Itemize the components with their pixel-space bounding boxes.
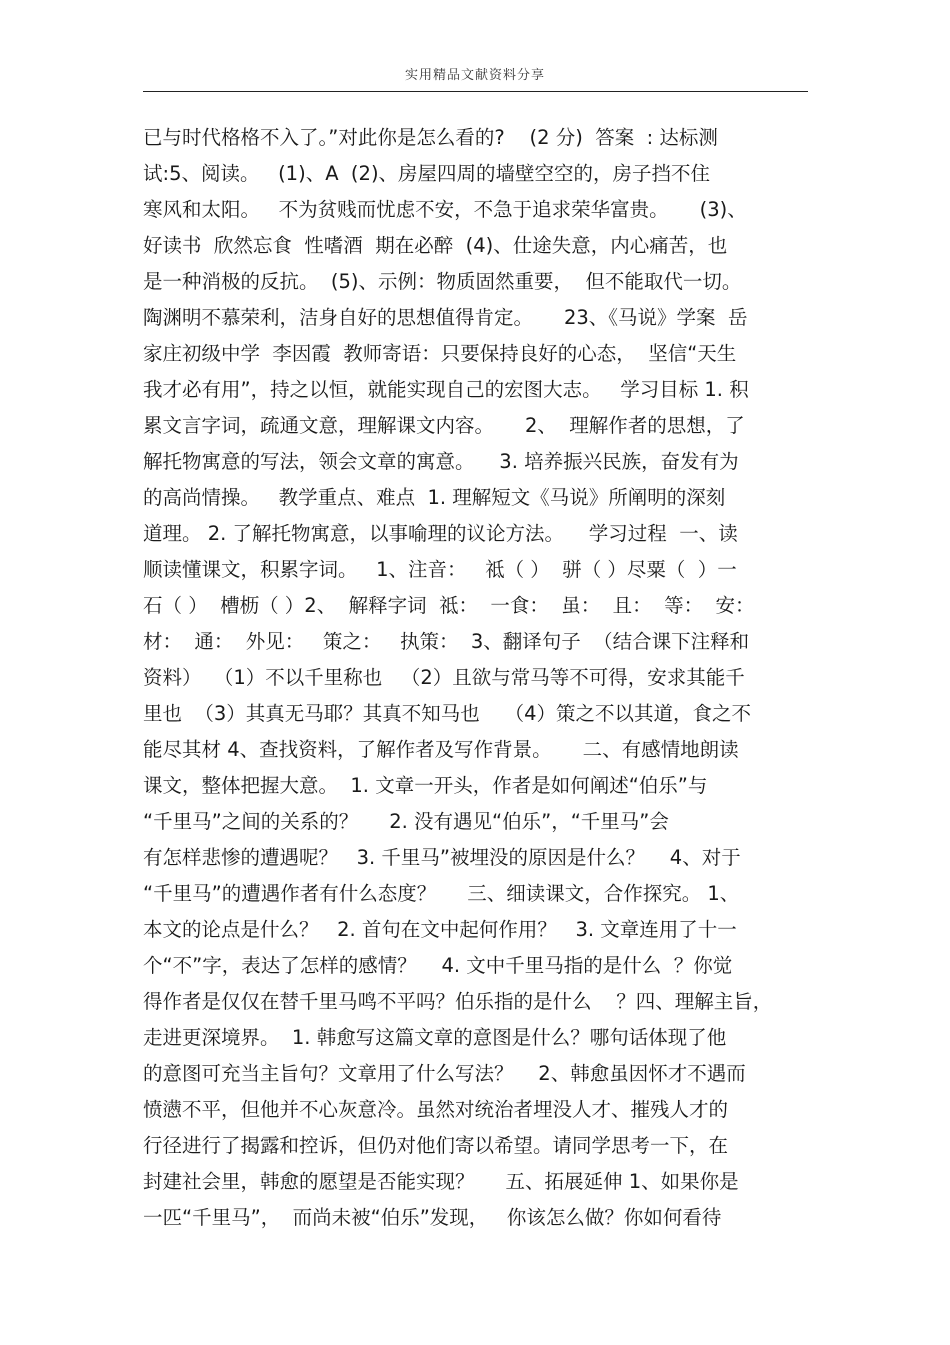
header-divider: [143, 91, 808, 92]
text-line-2: 试:5、阅读。 (1)、A (2)、房屋四周的墙壁空空的，房子挡不住: [143, 162, 711, 185]
text-line-10: 解托物寓意的写法，领会文章的寓意。 3. 培养振兴民族，奋发有为: [143, 450, 739, 473]
text-line-19: 课文，整体把握大意。 1. 文章一开头，作者是如何阐述“伯乐”与: [143, 774, 708, 797]
text-line-3: 寒风和太阳。 不为贫贱而忧虑不安，不急于追求荣华富贵。 (3)、: [143, 198, 747, 221]
text-line-22: “千里马”的遭遇作者有什么态度？ 三、细读课文，合作探究。 1、: [143, 882, 740, 905]
text-line-13: 顺读懂课文，积累字词。 1、注音： 祗（ ） 骈（ ）尽粟（ ）一: [143, 558, 737, 581]
text-line-23: 本文的论点是什么？ 2. 首句在文中起何作用？ 3. 文章连用了十一: [143, 918, 737, 941]
text-line-16: 资料） （1）不以千里称也 （2）且欲与常马等不可得，安求其能千: [143, 666, 745, 689]
text-line-14: 石（ ） 槽枥（ ）2、 解释字词 祗： 一食： 虽： 且： 等： 安：: [143, 594, 755, 617]
text-line-20: “千里马”之间的关系的？ 2. 没有遇见“伯乐”，“千里马”会: [143, 810, 669, 833]
text-line-26: 走进更深境界。 1. 韩愈写这篇文章的意图是什么？哪句话体现了他: [143, 1026, 727, 1049]
text-line-21: 有怎样悲惨的遭遇呢？ 3. 千里马”被埋没的原因是什么？ 4、对于: [143, 846, 741, 869]
text-line-18: 能尽其材 4、查找资料，了解作者及写作背景。 二、有感情地朗读: [143, 738, 739, 761]
text-line-31: 一匹“千里马”， 而尚未被“伯乐”发现， 你该怎么做？你如何看待: [143, 1206, 722, 1229]
text-line-11: 的高尚情操。 教学重点、难点 1. 理解短文《马说》所阐明的深刻: [143, 486, 726, 509]
text-line-15: 材： 通： 外见： 策之： 执策： 3、翻译句子 （结合课下注释和: [143, 630, 750, 653]
text-line-17: 里也 （3）其真无马耶？其真不知马也 （4）策之不以其道，食之不: [143, 702, 752, 725]
text-line-30: 封建社会里，韩愈的愿望是否能实现？ 五、拓展延伸 1、如果你是: [143, 1170, 739, 1193]
text-line-24: 个“不”字，表达了怎样的感情？ 4. 文中千里马指的是什么 ？你觉: [143, 954, 733, 977]
text-line-1: 已与时代格格不入了。”对此你是怎么看的? (2 分) 答案 : 达标测: [143, 126, 718, 149]
document-body: [143, 120, 808, 1236]
text-line-7: 家庄初级中学 李因霞 教师寄语：只要保持良好的心态， 坚信“天生: [143, 342, 737, 365]
text-line-6: 陶渊明不慕荣利，洁身自好的思想值得肯定。 23、《马说》学案 岳: [143, 306, 748, 329]
text-line-29: 行径进行了揭露和控诉，但仍对他们寄以希望。请同学思考一下，在: [143, 1134, 729, 1157]
text-line-9: 累文言字词，疏通文意，理解课文内容。 2、 理解作者的思想，了: [143, 414, 745, 437]
text-line-27: 的意图可充当主旨句？文章用了什么写法？ 2、韩愈虽因怀才不遇而: [143, 1062, 746, 1085]
text-line-5: 是一种消极的反抗。 (5)、示例：物质固然重要， 但不能取代一切。: [143, 270, 742, 293]
text-line-28: 愤懑不平，但他并不心灰意冷。虽然对统治者埋没人才、摧残人才的: [143, 1098, 729, 1121]
page-header-title: 实用精品文献资料分享: [404, 68, 545, 83]
text-line-8: 我才必有用”，持之以恒，就能实现自己的宏图大志。 学习目标 1. 积: [143, 378, 749, 401]
text-line-12: 道理。 2. 了解托物寓意，以事喻理的议论方法。 学习过程 一、读: [143, 522, 738, 545]
text-line-25: 得作者是仅仅在替千里马鸣不平吗？伯乐指的是什么 ？四、理解主旨，: [143, 990, 773, 1013]
text-line-4: 好读书 欣然忘食 性嗜酒 期在必醉 (4)、仕途失意，内心痛苦，也: [143, 234, 728, 257]
